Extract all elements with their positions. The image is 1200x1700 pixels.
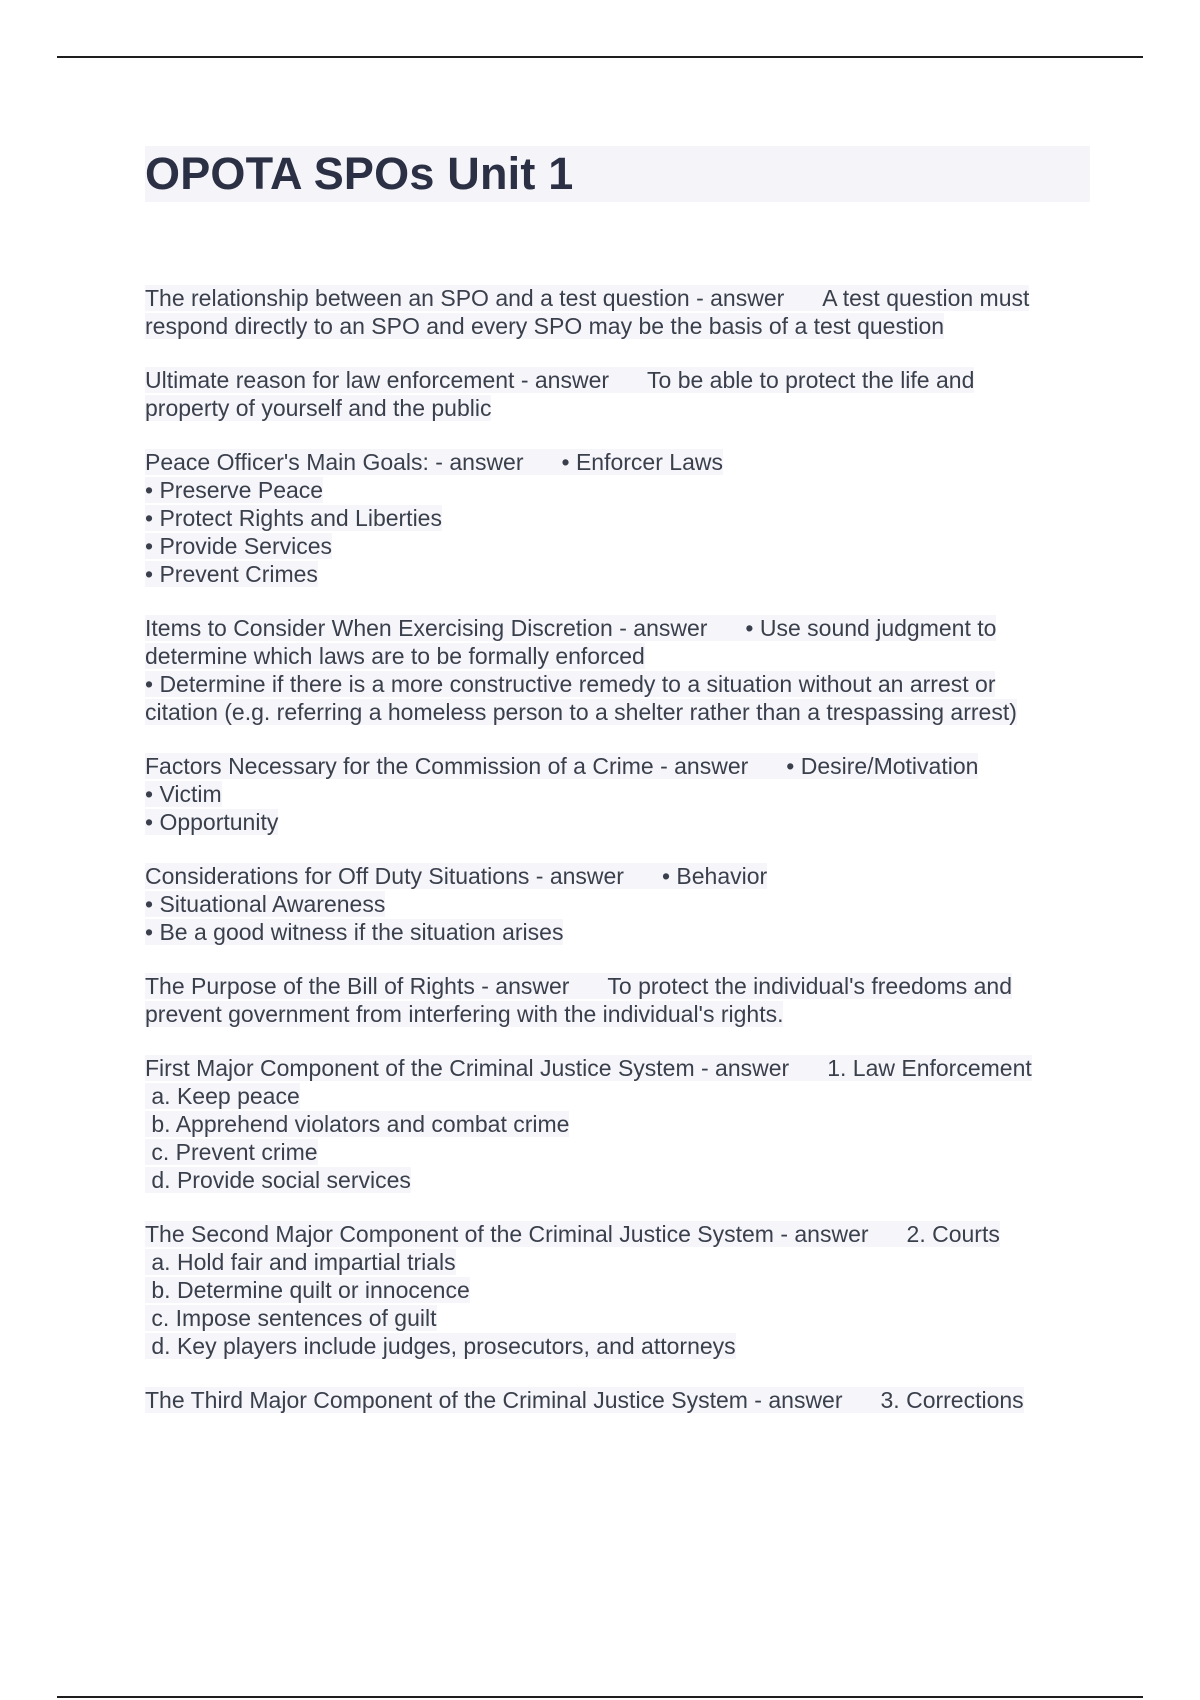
qa-entry (145, 1054, 1090, 1194)
qa-entry (145, 972, 1090, 1028)
answer-line: • Determine if there is a more constructive remedy to a situation without an arrest or (145, 671, 996, 697)
answer-line: • Preserve Peace (145, 477, 324, 503)
answer-line: d. Key players include judges, prosecutors, and attorneys (145, 1333, 736, 1359)
question-text: Items to Consider When Exercising Discretion - answer (145, 615, 708, 641)
bottom-rule (57, 1696, 1143, 1698)
answer-line: 3. Corrections (880, 1387, 1024, 1413)
answer-line: To be able to protect the life and (647, 367, 975, 393)
answer-line: • Prevent Crimes (145, 561, 318, 587)
question-text: The Purpose of the Bill of Rights - answer (145, 973, 570, 999)
question-text: The Third Major Component of the Criminal Justice System - answer (145, 1387, 843, 1413)
answer-line: • Behavior (661, 863, 768, 889)
answer-line: • Use sound judgment to (745, 615, 997, 641)
answer-line: c. Prevent crime (145, 1139, 318, 1165)
question-text: Considerations for Off Duty Situations - answer (145, 863, 624, 889)
answer-line: • Victim (145, 781, 222, 807)
answer-line: d. Provide social services (145, 1167, 411, 1193)
answer-line: • Protect Rights and Liberties (145, 505, 442, 531)
answer-line: To protect the individual's freedoms and (607, 973, 1012, 999)
answer-line: • Situational Awareness (145, 891, 386, 917)
answer-line: property of yourself and the public (145, 395, 492, 421)
answer-line: • Provide Services (145, 533, 333, 559)
qa-entry (145, 284, 1090, 340)
answer-line: A test question must (822, 285, 1030, 311)
answer-line: citation (e.g. referring a homeless person to a shelter rather than a trespassing arrest) (145, 699, 1017, 725)
qa-entry (145, 448, 1090, 588)
answer-line: • Be a good witness if the situation arises (145, 919, 564, 945)
answer-line: determine which laws are to be formally enforced (145, 643, 645, 669)
title-box (145, 146, 1090, 202)
top-rule (57, 56, 1143, 58)
answer-line: • Enforcer Laws (561, 449, 723, 475)
answer-line: prevent government from interfering with the individual's rights. (145, 1001, 784, 1027)
question-text: Factors Necessary for the Commission of a Crime - answer (145, 753, 749, 779)
question-text: The relationship between an SPO and a test question - answer (145, 285, 785, 311)
answer-line: 1. Law Enforcement (827, 1055, 1032, 1081)
answer-line: c. Impose sentences of guilt (145, 1305, 437, 1331)
question-text: First Major Component of the Criminal Justice System - answer (145, 1055, 790, 1081)
answer-line: 2. Courts (906, 1221, 1000, 1247)
answer-line: b. Apprehend violators and combat crime (145, 1111, 570, 1137)
answer-line: • Desire/Motivation (786, 753, 979, 779)
qa-entry (145, 1386, 1090, 1414)
answer-line: respond directly to an SPO and every SPO may be the basis of a test question (145, 313, 945, 339)
question-text: Peace Officer's Main Goals: - answer (145, 449, 524, 475)
answer-line: • Opportunity (145, 809, 279, 835)
document-title: OPOTA SPOs Unit 1 (145, 148, 574, 199)
qa-entry (145, 1220, 1090, 1360)
answer-line: a. Hold fair and impartial trials (145, 1249, 456, 1275)
answer-line: a. Keep peace (145, 1083, 300, 1109)
question-text: The Second Major Component of the Criminal Justice System - answer (145, 1221, 869, 1247)
qa-entry (145, 614, 1090, 726)
qa-entry (145, 862, 1090, 946)
document-body (145, 146, 1090, 1440)
qa-entry (145, 366, 1090, 422)
question-text: Ultimate reason for law enforcement - answer (145, 367, 610, 393)
qa-entry (145, 752, 1090, 836)
answer-line: b. Determine quilt or innocence (145, 1277, 470, 1303)
